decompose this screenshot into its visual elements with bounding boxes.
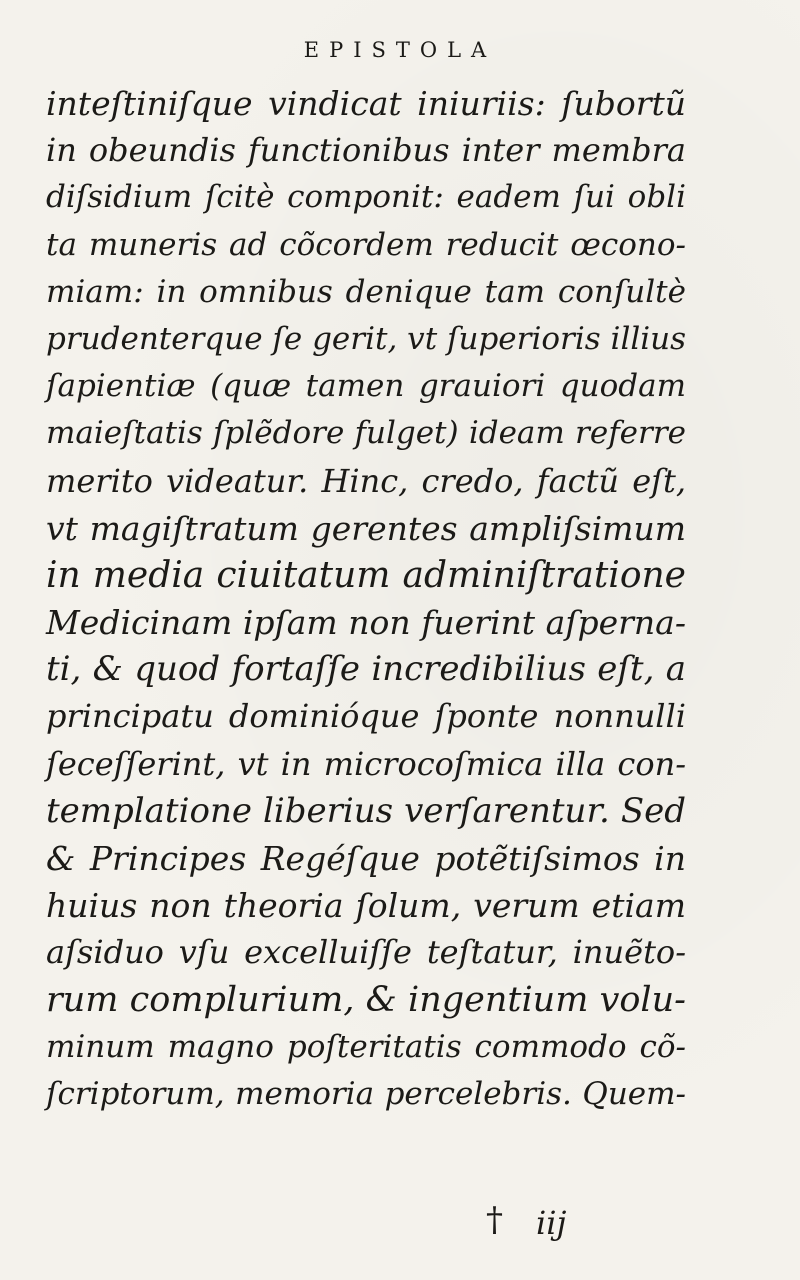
body-text	[46, 80, 686, 1118]
text-line-14: principatu dominióque ſponte nonnulli	[46, 697, 686, 736]
text-line-6: prudenterque ſe gerit, vt ſuperioris illius	[46, 320, 687, 357]
text-line-18: huius non theoria ſolum, verum etiam	[46, 886, 686, 926]
text-line-3: diſsidium ſcitè componit: eadem ſui obli	[46, 179, 686, 216]
running-header: EPISTOLA	[303, 38, 497, 62]
text-line-20: rum complurium, & ingentium volu-	[46, 979, 686, 1020]
text-line-10: vt magiſtratum gerentes ampliſsimum	[46, 508, 686, 548]
signature-mark: iij	[536, 1204, 567, 1242]
text-line-5: miam: in omnibus denique tam conſultè	[46, 273, 686, 310]
text-line-21: minum magno poſteritatis commodo cõ-	[46, 1028, 686, 1065]
text-line-15: ſeceſſerint, vt in microcoſmica illa con-	[46, 744, 686, 783]
text-line-13: ti, & quod fortaſſe incredibilius eſt, a	[46, 649, 686, 690]
text-line-22: ſcriptorum, memoria percelebris. Quem-	[46, 1075, 686, 1112]
text-line-2: in obeundis functionibus inter membra	[46, 131, 686, 170]
text-line-11: in media ciuitatum adminiſtratione	[46, 554, 686, 596]
text-line-7: ſapientiæ (quæ tamen grauiori quodam	[46, 368, 686, 405]
text-line-4: ta muneris ad cõcordem reducit œcono-	[46, 226, 686, 263]
text-line-17: & Principes Regéſque potẽtiſsimos in	[46, 839, 686, 878]
text-line-9: merito videatur. Hinc, credo, factũ eſt,	[46, 461, 686, 500]
text-line-16: templatione liberius verſarentur. Sed	[46, 790, 686, 831]
dagger-mark: †	[486, 1200, 503, 1240]
text-line-12: Medicinam ipſam non fuerint aſperna-	[46, 603, 686, 643]
text-line-19: aſsiduo vſu excelluiſſe teſtatur, inuẽto-	[46, 933, 686, 972]
text-line-8: maieſtatis ſplẽdore fulget) ideam referre	[46, 415, 686, 452]
page-footer	[0, 1200, 800, 1250]
text-line-1: inteſtiniſque vindicat iniuriis: ſubortũ	[46, 84, 686, 123]
